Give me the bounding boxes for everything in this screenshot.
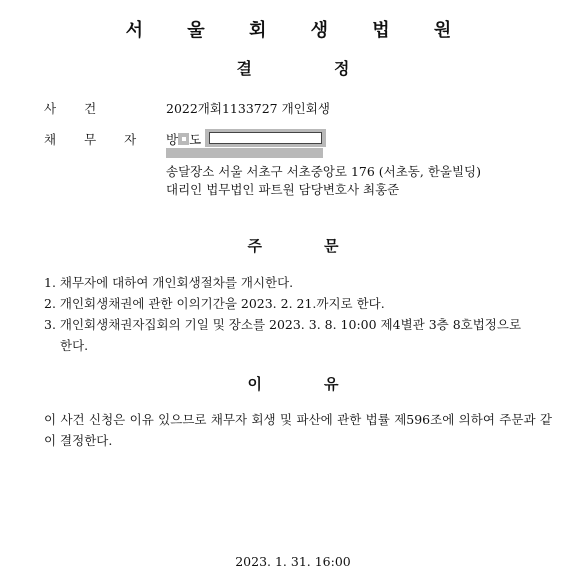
order-item: 3. 개인회생채권자집회의 기일 및 장소를 2023. 3. 8. 10:00 제4별관 3층 8호법정으로 <box>44 317 522 332</box>
order-item-continuation: 한다. <box>60 338 89 353</box>
redaction-block <box>166 148 323 158</box>
case-number: 2022개회1133727 개인회생 <box>166 101 330 116</box>
order-item: 2. 개인회생채권에 관한 이의기간을 2023. 2. 21.까지로 한다. <box>44 296 385 311</box>
document-title: 결정 <box>236 59 432 78</box>
reason-text: 이 사건 신청은 이유 있으므로 채무자 회생 및 파산에 관한 법률 제596조에 의하여 주문과 같이 결정한다. <box>44 412 552 448</box>
debtor-name-mid: 도 <box>189 132 202 147</box>
reason-heading: 이유 <box>247 375 401 393</box>
order-heading: 주문 <box>247 237 401 255</box>
order-item: 1. 채무자에 대하여 개인회생절차를 개시한다. <box>44 275 294 290</box>
redaction-mark <box>178 133 189 145</box>
redaction-inner <box>209 132 322 144</box>
debtor-name-prefix: 방 <box>166 132 179 147</box>
legal-agent: 대리인 법무법인 파트원 담당변호사 최홍준 <box>166 182 400 197</box>
case-label: 사건 <box>44 101 125 116</box>
decision-date: 2023. 1. 31. 16:00 <box>235 554 351 569</box>
debtor-label: 채무자 <box>44 132 165 147</box>
redaction-block <box>205 129 326 147</box>
court-name: 서 울 회 생 법 원 <box>125 20 471 41</box>
service-address: 송달장소 서울 서초구 서초중앙로 176 (서초동, 한울빌딩) <box>166 164 482 179</box>
debtor-name <box>166 130 201 148</box>
